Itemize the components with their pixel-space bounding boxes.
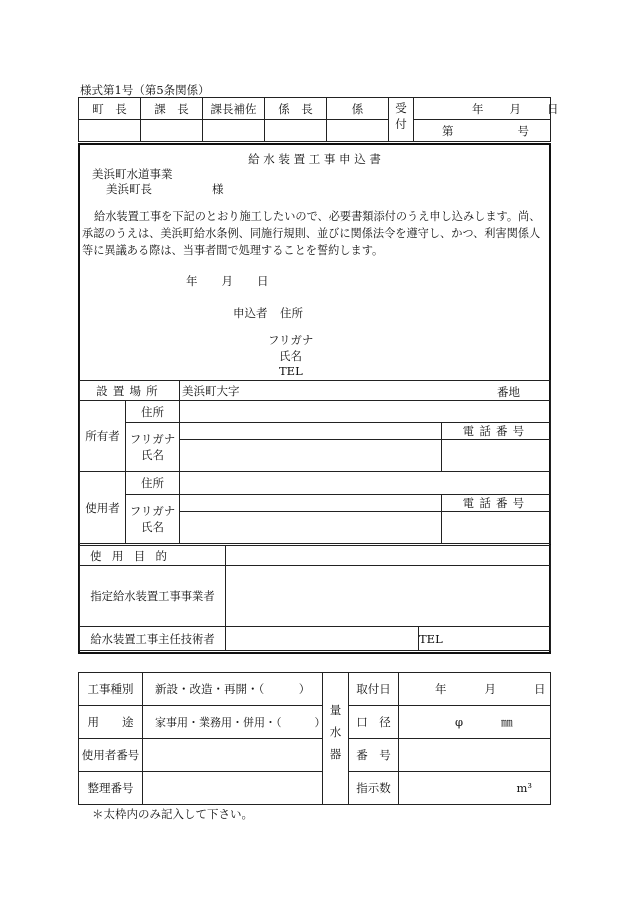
header-staff: 係 — [327, 98, 389, 120]
number-field — [399, 739, 551, 772]
stamp-unit-chief[interactable] — [265, 120, 327, 142]
reading-label: 指示数 — [349, 772, 399, 805]
bore-field: φ ㎜ — [399, 706, 551, 739]
owner-phone-field[interactable] — [442, 440, 551, 472]
received-number: 第 号 — [414, 120, 551, 142]
form-number: 様式第1号（第5条関係） — [80, 83, 210, 97]
header-section-chief: 課 長 — [141, 98, 203, 120]
contractor-field[interactable] — [226, 566, 551, 627]
number-label: 番 号 — [349, 739, 399, 772]
use-value: 家事用・業務用・併用・（ ） — [143, 706, 323, 739]
applicant-furigana-label: フリガナ — [268, 333, 314, 347]
contractor-label: 指定給水装置工事事業者 — [80, 566, 226, 627]
header-deputy-chief: 課長補佐 — [203, 98, 265, 120]
application-title: 給 水 装 置 工 事 申 込 書 — [248, 152, 381, 166]
received-label: 受付 — [389, 98, 414, 142]
detail-table — [79, 380, 551, 544]
application-body-text: 給水装置工事を下記のとおり施工したいので、必要書類添付のうえ申し込みします。尚、承認のうえは、美浜町給水条例、同施行規則、並びに関係法令を遵守し、かつ、利害関係人等に異議ある際は、当事者間で処理することを誓約します。 — [82, 210, 541, 257]
meter-table — [78, 672, 551, 805]
stamp-deputy-chief[interactable] — [203, 120, 265, 142]
chief-engineer-label: 給水装置工事主任技術者 — [80, 627, 226, 651]
reading-field: m³ — [399, 772, 551, 805]
honorific: 様 — [212, 182, 224, 196]
user-label: 使用者 — [80, 472, 126, 544]
chief-engineer-field[interactable] — [226, 627, 419, 651]
footnote: ＊太枠内のみ記入して下さい。 — [92, 807, 253, 821]
work-type-label: 工事種別 — [79, 673, 143, 706]
addressee-mayor: 美浜町長 — [106, 182, 152, 196]
owner-address-field[interactable] — [180, 401, 551, 423]
user-name-field[interactable] — [180, 512, 442, 544]
stamp-section-chief[interactable] — [141, 120, 203, 142]
owner-name-field[interactable] — [180, 440, 442, 472]
approval-table — [78, 97, 559, 142]
chief-engineer-tel[interactable]: TEL — [419, 627, 551, 651]
user-phone-label: 電話番号 — [442, 495, 551, 512]
applicant-address-label: 住所 — [280, 306, 303, 320]
user-phone-field[interactable] — [442, 512, 551, 544]
addressee-waterworks: 美浜町水道事業 — [92, 167, 173, 181]
applicant-tel-label: TEL — [279, 364, 303, 378]
user-number-label: 使用者番号 — [79, 739, 143, 772]
use-label: 用 途 — [79, 706, 143, 739]
purpose-label: 使用目的 — [80, 546, 226, 566]
user-address-label: 住所 — [126, 472, 180, 495]
user-furigana-field[interactable] — [180, 495, 442, 512]
stamp-staff[interactable] — [327, 120, 389, 142]
stamp-mayor[interactable] — [79, 120, 141, 142]
received-date: 年 月 日 — [414, 98, 551, 120]
owner-address-label: 住所 — [126, 401, 180, 423]
applicant-label: 申込者 — [233, 306, 268, 320]
work-type-value: 新設・改造・再開・（ ） — [143, 673, 323, 706]
purpose-field[interactable] — [226, 546, 551, 566]
header-unit-chief: 係 長 — [265, 98, 327, 120]
location-field[interactable]: 美浜町大字 番地 — [180, 381, 551, 401]
owner-phone-label: 電話番号 — [442, 423, 551, 440]
user-number-field — [143, 739, 323, 772]
header-mayor: 町 長 — [79, 98, 141, 120]
owner-label: 所有者 — [80, 401, 126, 472]
owner-name-label: フリガナ 氏名 — [126, 423, 180, 472]
user-address-field[interactable] — [180, 472, 551, 495]
install-date-label: 取付日 — [349, 673, 399, 706]
application-date[interactable]: 年 月 日 — [186, 274, 269, 288]
user-name-label: フリガナ 氏名 — [126, 495, 180, 544]
meter-label: 量水器 — [323, 673, 349, 805]
owner-furigana-field[interactable] — [180, 423, 442, 440]
work-table — [79, 545, 551, 651]
ref-number-field — [143, 772, 323, 805]
application-form — [78, 143, 551, 654]
bore-label: 口 径 — [349, 706, 399, 739]
applicant-name-label: 氏名 — [279, 349, 302, 363]
location-label: 設置場所 — [80, 381, 180, 401]
ref-number-label: 整理番号 — [79, 772, 143, 805]
install-date-field: 年 月 日 — [399, 673, 551, 706]
